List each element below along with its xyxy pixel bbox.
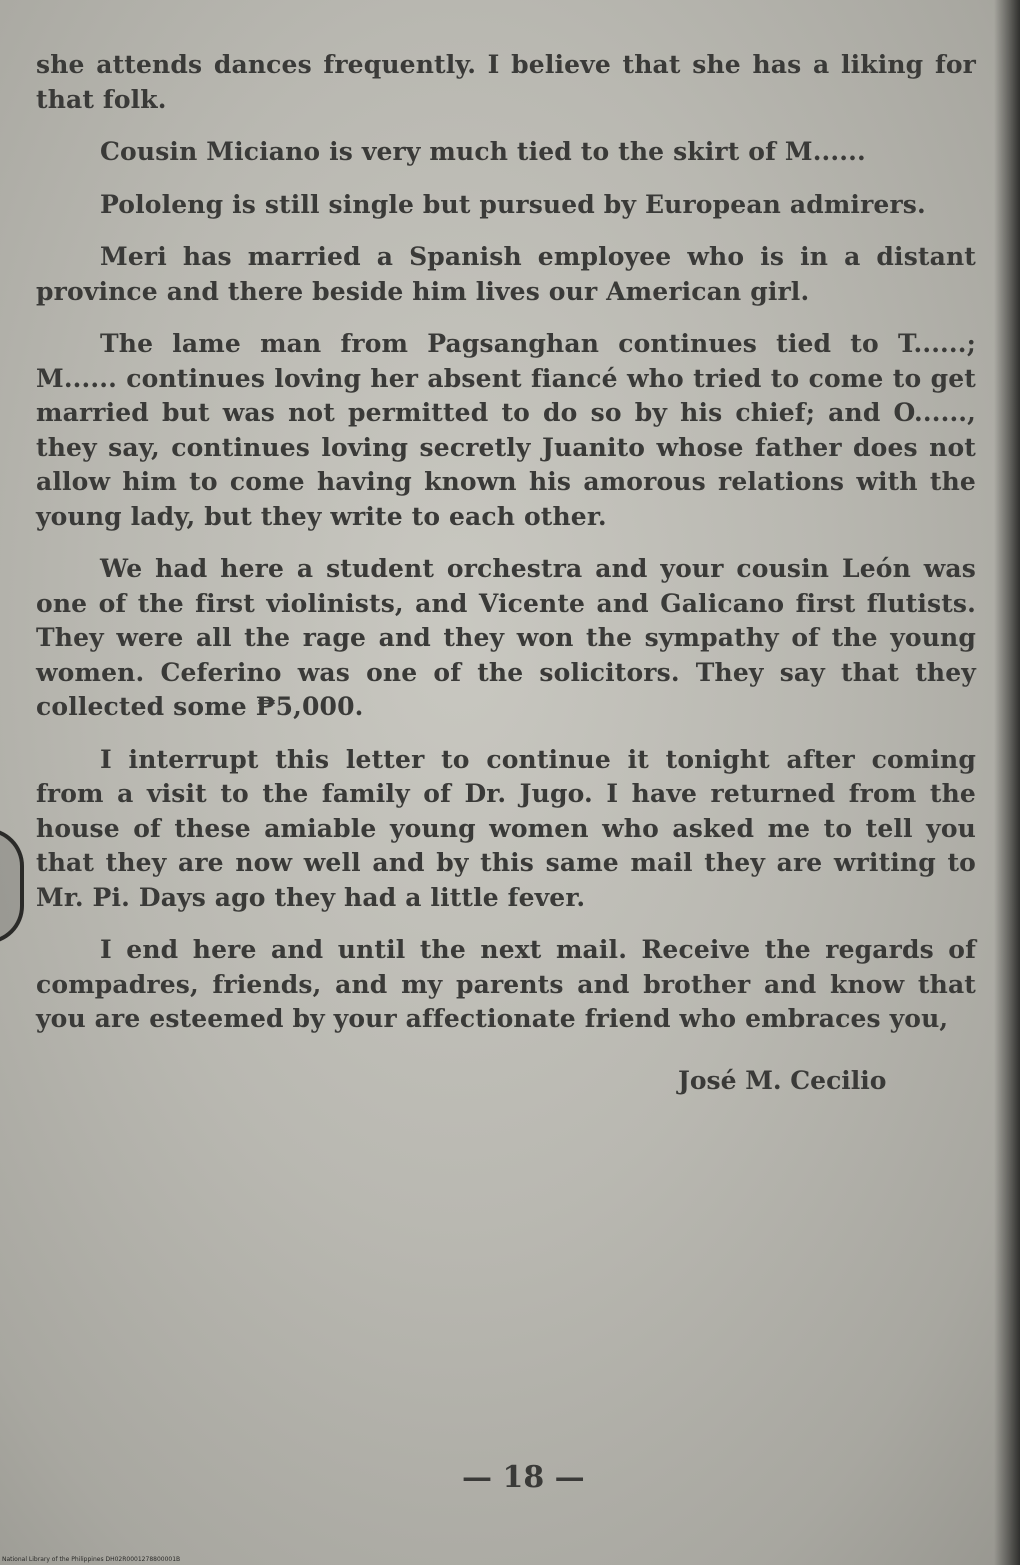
footer-credit: National Library of the Philippines DH02R0001278800001B (2, 1556, 181, 1563)
paragraph-3: Pololeng is still single but pursued by European admirers. (100, 189, 926, 219)
paragraph-5: The lame man from Pagsanghan continues tied to T......; M...... continues loving her absent fiancé who tried to come to get married but was not permitted to do so by his chief; and O......, they say, continues loving secretly Juanito whose father does not allow him to come having known his amorous relations with the young lady, but they write to each other. (36, 329, 976, 531)
letter-body (36, 48, 976, 1055)
binding-clip (0, 828, 24, 944)
paragraph-8: I end here and until the next mail. Receive the regards of compadres, friends, and my parents and brother and know that you are esteemed by your affectionate friend who embraces you, (36, 935, 976, 1033)
signature: José M. Cecilio (678, 1066, 887, 1095)
page-edge-shadow (994, 0, 1020, 1565)
paragraph-6: We had here a student orchestra and your cousin León was one of the first violinists, and Vicente and Galicano first flutists. They were all the rage and they won the sympathy of the young women. Ceferino was one of the solicitors. They say that they collected some ₱5,000. (36, 554, 976, 721)
paragraph-7: I interrupt this letter to continue it tonight after coming from a visit to the family of Dr. Jugo. I have returned from the house of these amiable young women who asked me to tell you that they are now well and by this same mail they are writing to Mr. Pi. Days ago they had a little fever. (36, 744, 976, 912)
paragraph-1: she attends dances frequently. I believe that she has a liking for that folk. (36, 50, 976, 114)
paragraph-4: Meri has married a Spanish employee who is in a distant province and there beside him lives our American girl. (36, 242, 976, 306)
paragraph-2: Cousin Miciano is very much tied to the skirt of M...... (100, 137, 866, 166)
page-number: — 18 — (462, 1460, 585, 1495)
